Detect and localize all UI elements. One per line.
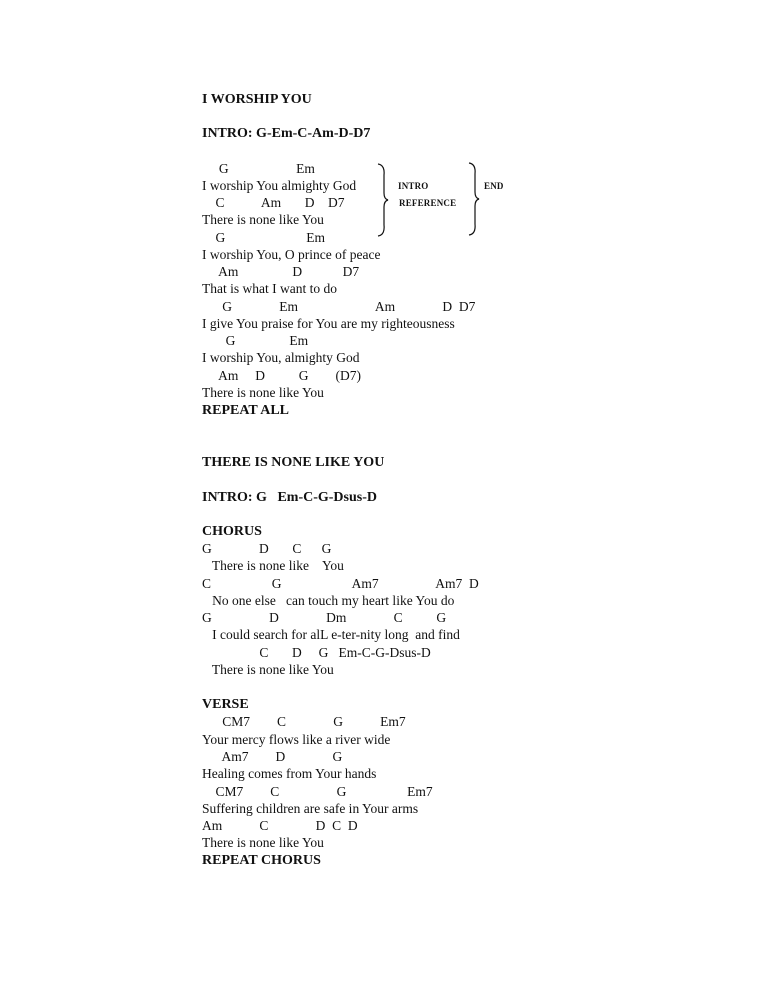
chord-line: C G Am7 Am7 D (202, 576, 479, 591)
lyric-line: There is none like You (202, 662, 334, 677)
lyric-line: I worship You almighty God (202, 178, 357, 193)
lyric-line: There is none like You (202, 385, 324, 400)
chord-line: Am7 D G (202, 749, 343, 764)
intro-reference-brace (376, 163, 390, 237)
intro-line-2: INTRO: G Em-C-G-Dsus-D (202, 490, 377, 505)
lyric-line: I could search for alL e-ter-nity long and find (202, 627, 460, 642)
intro-line-1: INTRO: G-Em-C-Am-D-D7 (202, 126, 371, 141)
lyric-line: There is none like You (202, 212, 324, 227)
repeat-all-label: REPEAT ALL (202, 403, 290, 418)
chord-line: G Em Am D D7 (202, 299, 476, 314)
lyric-line: I give You praise for You are my righteousness (202, 316, 455, 331)
song-title-2: THERE IS NONE LIKE YOU (202, 455, 385, 470)
lyric-line: That is what I want to do (202, 281, 337, 296)
lyric-line: Your mercy flows like a river wide (202, 732, 391, 747)
chord-line: C D G Em-C-G-Dsus-D (202, 645, 431, 660)
end-label: END (484, 181, 504, 191)
chorus-heading: CHORUS (202, 524, 262, 539)
verse-heading: VERSE (202, 697, 249, 712)
chord-line: G D C G (202, 541, 332, 556)
lyric-line: Healing comes from Your hands (202, 766, 377, 781)
lyric-line: No one else can touch my heart like You do (202, 593, 455, 608)
lyric-line: There is none like You (202, 558, 344, 573)
lyric-line: There is none like You (202, 835, 324, 850)
repeat-chorus-label: REPEAT CHORUS (202, 853, 321, 868)
lyric-line: I worship You, O prince of peace (202, 247, 381, 262)
intro-reference-label-2: REFERENCE (399, 198, 457, 208)
song-title-1: I WORSHIP YOU (202, 92, 312, 107)
chord-line: C Am D D7 (202, 195, 345, 210)
chord-line: G Em (202, 161, 315, 176)
chord-line: Am C D C D (202, 818, 358, 833)
end-brace (467, 162, 481, 236)
chord-line: G D Dm C G (202, 610, 447, 625)
chord-line: Am D D7 (202, 264, 360, 279)
chord-line: G Em (202, 333, 309, 348)
lyric-line: Suffering children are safe in Your arms (202, 801, 419, 816)
chord-line: G Em (202, 230, 325, 245)
chord-line: CM7 C G Em7 (202, 784, 433, 799)
intro-reference-label-1: INTRO (398, 181, 429, 191)
chord-line: CM7 C G Em7 (202, 714, 406, 729)
chord-line: Am D G (D7) (202, 368, 361, 383)
lyric-line: I worship You, almighty God (202, 350, 360, 365)
